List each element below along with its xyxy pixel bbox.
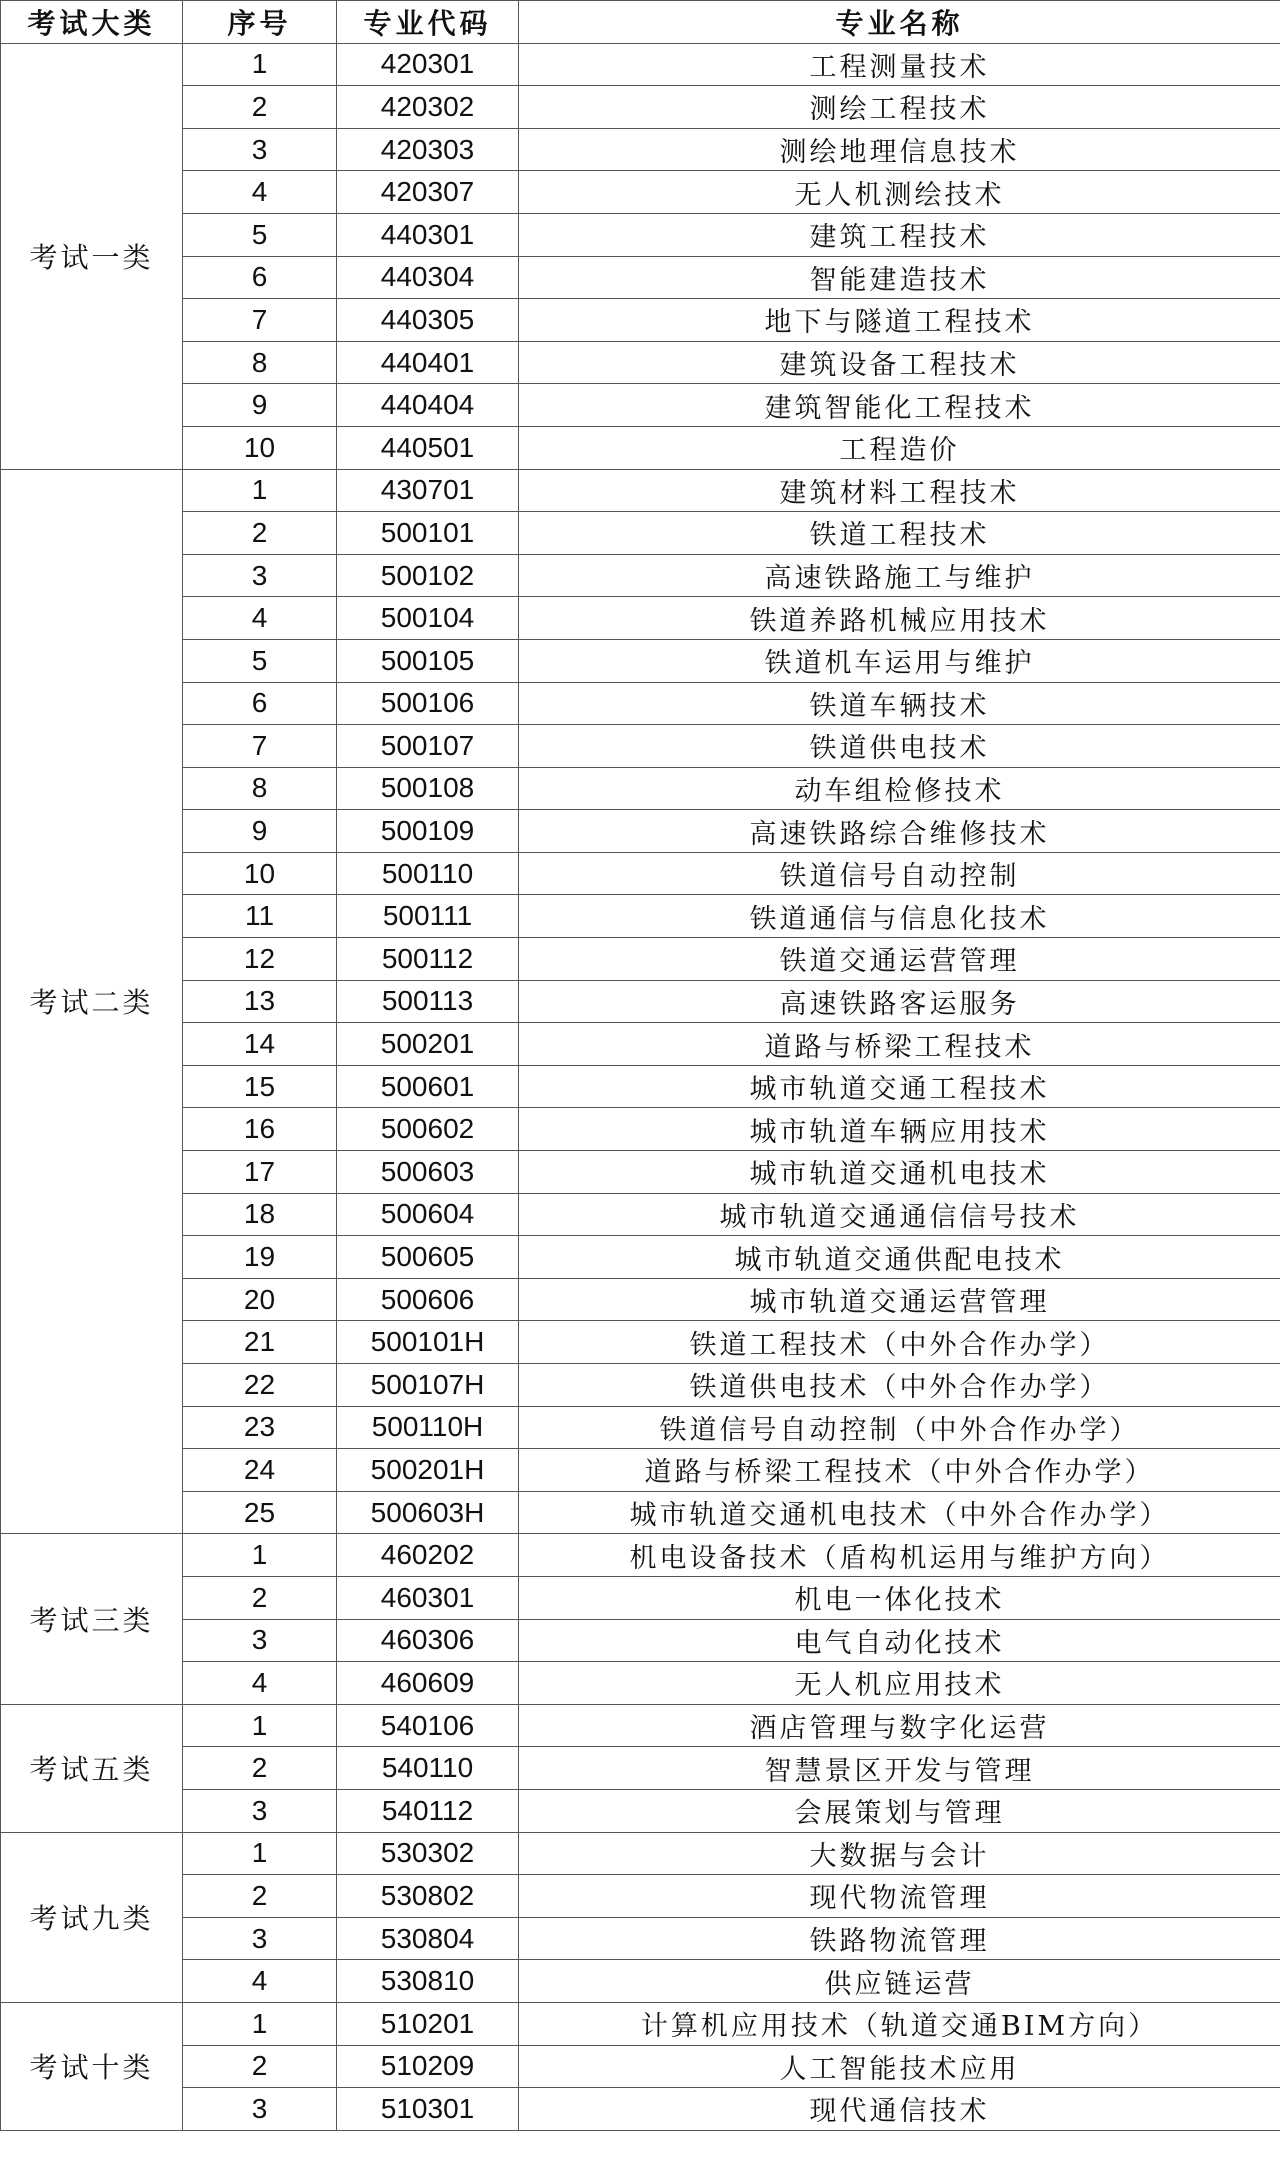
row-number-cell: 7 xyxy=(183,725,337,768)
table-row xyxy=(1,639,1280,682)
major-name-cell: 人工智能技术应用 xyxy=(519,2045,1280,2088)
row-number-cell: 12 xyxy=(183,938,337,981)
table-row xyxy=(1,256,1280,299)
major-code-cell: 500201H xyxy=(337,1449,519,1492)
major-name-cell: 城市轨道交通通信信号技术 xyxy=(519,1193,1280,1236)
table-row xyxy=(1,128,1280,171)
table-row xyxy=(1,938,1280,981)
row-number-cell: 3 xyxy=(183,1917,337,1960)
row-number-cell: 6 xyxy=(183,256,337,299)
major-code-cell: 500113 xyxy=(337,980,519,1023)
table-row xyxy=(1,1960,1280,2003)
major-code-cell: 510301 xyxy=(337,2088,519,2131)
row-number-cell: 3 xyxy=(183,1619,337,1662)
table-row xyxy=(1,1534,1280,1577)
major-name-cell: 铁道供电技术（中外合作办学） xyxy=(519,1364,1280,1407)
major-name-cell: 建筑工程技术 xyxy=(519,213,1280,256)
row-number-cell: 4 xyxy=(183,1960,337,2003)
table-row xyxy=(1,1491,1280,1534)
row-number-cell: 8 xyxy=(183,767,337,810)
major-code-cell: 440304 xyxy=(337,256,519,299)
row-number-cell: 2 xyxy=(183,1576,337,1619)
table-row xyxy=(1,1619,1280,1662)
major-code-cell: 500110H xyxy=(337,1406,519,1449)
major-code-cell: 500106 xyxy=(337,682,519,725)
header-category: 考试大类 xyxy=(1,1,183,44)
row-number-cell: 9 xyxy=(183,810,337,853)
major-code-cell: 460609 xyxy=(337,1662,519,1705)
table-row xyxy=(1,852,1280,895)
major-code-cell: 500104 xyxy=(337,597,519,640)
major-code-cell: 460306 xyxy=(337,1619,519,1662)
major-name-cell: 铁道信号自动控制 xyxy=(519,852,1280,895)
major-code-cell: 440301 xyxy=(337,213,519,256)
row-number-cell: 16 xyxy=(183,1108,337,1151)
table-row xyxy=(1,1406,1280,1449)
table-row xyxy=(1,1704,1280,1747)
exam-category-cell: 考试五类 xyxy=(1,1704,183,1832)
header-code: 专业代码 xyxy=(337,1,519,44)
major-code-cell: 530802 xyxy=(337,1875,519,1918)
major-name-cell: 城市轨道交通供配电技术 xyxy=(519,1236,1280,1279)
major-code-cell: 500606 xyxy=(337,1278,519,1321)
table-row xyxy=(1,1193,1280,1236)
major-code-cell: 500105 xyxy=(337,639,519,682)
major-code-cell: 500107H xyxy=(337,1364,519,1407)
table-row xyxy=(1,2088,1280,2131)
row-number-cell: 22 xyxy=(183,1364,337,1407)
major-code-cell: 500201 xyxy=(337,1023,519,1066)
table-row xyxy=(1,43,1280,86)
table-row xyxy=(1,725,1280,768)
row-number-cell: 1 xyxy=(183,2002,337,2045)
table-row xyxy=(1,2002,1280,2045)
major-code-cell: 510201 xyxy=(337,2002,519,2045)
major-name-cell: 高速铁路客运服务 xyxy=(519,980,1280,1023)
table-row xyxy=(1,1832,1280,1875)
row-number-cell: 5 xyxy=(183,639,337,682)
row-number-cell: 18 xyxy=(183,1193,337,1236)
major-name-cell: 城市轨道交通机电技术 xyxy=(519,1151,1280,1194)
row-number-cell: 4 xyxy=(183,1662,337,1705)
table-row xyxy=(1,1364,1280,1407)
major-name-cell: 智能建造技术 xyxy=(519,256,1280,299)
major-code-cell: 440305 xyxy=(337,299,519,342)
row-number-cell: 2 xyxy=(183,1747,337,1790)
table-row xyxy=(1,1108,1280,1151)
header-name: 专业名称 xyxy=(519,1,1280,44)
major-name-cell: 道路与桥梁工程技术（中外合作办学） xyxy=(519,1449,1280,1492)
table-row xyxy=(1,1065,1280,1108)
major-name-cell: 铁道工程技术 xyxy=(519,512,1280,555)
major-name-cell: 城市轨道交通工程技术 xyxy=(519,1065,1280,1108)
table-row xyxy=(1,1278,1280,1321)
exam-category-cell: 考试三类 xyxy=(1,1534,183,1704)
table-row xyxy=(1,895,1280,938)
table-row xyxy=(1,213,1280,256)
major-code-cell: 500602 xyxy=(337,1108,519,1151)
major-name-cell: 电气自动化技术 xyxy=(519,1619,1280,1662)
row-number-cell: 4 xyxy=(183,597,337,640)
table-body xyxy=(1,43,1280,2130)
major-code-cell: 500109 xyxy=(337,810,519,853)
major-name-cell: 铁道通信与信息化技术 xyxy=(519,895,1280,938)
row-number-cell: 10 xyxy=(183,852,337,895)
major-name-cell: 高速铁路综合维修技术 xyxy=(519,810,1280,853)
table-row xyxy=(1,299,1280,342)
major-code-cell: 530302 xyxy=(337,1832,519,1875)
row-number-cell: 8 xyxy=(183,341,337,384)
major-name-cell: 铁道工程技术（中外合作办学） xyxy=(519,1321,1280,1364)
major-name-cell: 大数据与会计 xyxy=(519,1832,1280,1875)
major-code-cell: 500102 xyxy=(337,554,519,597)
table-row xyxy=(1,810,1280,853)
major-name-cell: 酒店管理与数字化运营 xyxy=(519,1704,1280,1747)
major-name-cell: 测绘工程技术 xyxy=(519,86,1280,129)
row-number-cell: 1 xyxy=(183,1534,337,1577)
major-code-cell: 420302 xyxy=(337,86,519,129)
major-code-cell: 430701 xyxy=(337,469,519,512)
major-name-cell: 铁道机车运用与维护 xyxy=(519,639,1280,682)
table-row xyxy=(1,1023,1280,1066)
major-code-cell: 530804 xyxy=(337,1917,519,1960)
major-name-cell: 城市轨道交通运营管理 xyxy=(519,1278,1280,1321)
major-name-cell: 无人机测绘技术 xyxy=(519,171,1280,214)
major-name-cell: 铁路物流管理 xyxy=(519,1917,1280,1960)
row-number-cell: 20 xyxy=(183,1278,337,1321)
major-code-cell: 540112 xyxy=(337,1789,519,1832)
major-name-cell: 铁道车辆技术 xyxy=(519,682,1280,725)
major-name-cell: 工程测量技术 xyxy=(519,43,1280,86)
row-number-cell: 11 xyxy=(183,895,337,938)
major-code-cell: 500605 xyxy=(337,1236,519,1279)
major-code-cell: 500604 xyxy=(337,1193,519,1236)
major-name-cell: 地下与隧道工程技术 xyxy=(519,299,1280,342)
row-number-cell: 2 xyxy=(183,1875,337,1918)
table-row xyxy=(1,1662,1280,1705)
major-code-cell: 440401 xyxy=(337,341,519,384)
major-code-cell: 420307 xyxy=(337,171,519,214)
table-row xyxy=(1,341,1280,384)
major-name-cell: 无人机应用技术 xyxy=(519,1662,1280,1705)
row-number-cell: 3 xyxy=(183,128,337,171)
major-name-cell: 建筑设备工程技术 xyxy=(519,341,1280,384)
major-code-cell: 500111 xyxy=(337,895,519,938)
row-number-cell: 25 xyxy=(183,1491,337,1534)
row-number-cell: 2 xyxy=(183,512,337,555)
major-code-cell: 500603H xyxy=(337,1491,519,1534)
major-code-cell: 540110 xyxy=(337,1747,519,1790)
row-number-cell: 3 xyxy=(183,1789,337,1832)
table-row xyxy=(1,1236,1280,1279)
table-row xyxy=(1,1789,1280,1832)
table-row xyxy=(1,767,1280,810)
exam-category-cell: 考试九类 xyxy=(1,1832,183,2002)
major-code-cell: 500110 xyxy=(337,852,519,895)
exam-category-cell: 考试二类 xyxy=(1,469,183,1534)
row-number-cell: 4 xyxy=(183,171,337,214)
major-name-cell: 动车组检修技术 xyxy=(519,767,1280,810)
major-name-cell: 城市轨道交通机电技术（中外合作办学） xyxy=(519,1491,1280,1534)
major-name-cell: 高速铁路施工与维护 xyxy=(519,554,1280,597)
table-row xyxy=(1,980,1280,1023)
major-code-cell: 420301 xyxy=(337,43,519,86)
table-row xyxy=(1,384,1280,427)
table-row xyxy=(1,1747,1280,1790)
row-number-cell: 7 xyxy=(183,299,337,342)
table-row xyxy=(1,1449,1280,1492)
major-code-cell: 500101 xyxy=(337,512,519,555)
row-number-cell: 24 xyxy=(183,1449,337,1492)
major-code-cell: 460202 xyxy=(337,1534,519,1577)
major-name-cell: 会展策划与管理 xyxy=(519,1789,1280,1832)
major-name-cell: 建筑材料工程技术 xyxy=(519,469,1280,512)
exam-category-cell: 考试一类 xyxy=(1,43,183,469)
table-row xyxy=(1,512,1280,555)
row-number-cell: 5 xyxy=(183,213,337,256)
major-name-cell: 测绘地理信息技术 xyxy=(519,128,1280,171)
row-number-cell: 17 xyxy=(183,1151,337,1194)
table-row xyxy=(1,1917,1280,1960)
major-name-cell: 现代通信技术 xyxy=(519,2088,1280,2131)
row-number-cell: 3 xyxy=(183,554,337,597)
table-row xyxy=(1,469,1280,512)
row-number-cell: 1 xyxy=(183,1832,337,1875)
major-name-cell: 道路与桥梁工程技术 xyxy=(519,1023,1280,1066)
row-number-cell: 3 xyxy=(183,2088,337,2131)
row-number-cell: 19 xyxy=(183,1236,337,1279)
major-name-cell: 计算机应用技术（轨道交通BIM方向） xyxy=(519,2002,1280,2045)
major-code-cell: 500101H xyxy=(337,1321,519,1364)
major-code-cell: 540106 xyxy=(337,1704,519,1747)
table-row xyxy=(1,1151,1280,1194)
row-number-cell: 2 xyxy=(183,2045,337,2088)
table-row xyxy=(1,554,1280,597)
major-name-cell: 建筑智能化工程技术 xyxy=(519,384,1280,427)
major-name-cell: 铁道供电技术 xyxy=(519,725,1280,768)
table-row xyxy=(1,597,1280,640)
major-code-cell: 500108 xyxy=(337,767,519,810)
row-number-cell: 6 xyxy=(183,682,337,725)
major-code-cell: 500601 xyxy=(337,1065,519,1108)
major-code-cell: 460301 xyxy=(337,1576,519,1619)
row-number-cell: 15 xyxy=(183,1065,337,1108)
major-code-cell: 440404 xyxy=(337,384,519,427)
table-row xyxy=(1,86,1280,129)
major-name-cell: 铁道交通运营管理 xyxy=(519,938,1280,981)
major-name-cell: 城市轨道车辆应用技术 xyxy=(519,1108,1280,1151)
row-number-cell: 23 xyxy=(183,1406,337,1449)
exam-category-cell: 考试十类 xyxy=(1,2002,183,2130)
row-number-cell: 14 xyxy=(183,1023,337,1066)
major-code-cell: 500112 xyxy=(337,938,519,981)
major-name-cell: 智慧景区开发与管理 xyxy=(519,1747,1280,1790)
row-number-cell: 21 xyxy=(183,1321,337,1364)
major-name-cell: 供应链运营 xyxy=(519,1960,1280,2003)
major-code-cell: 500107 xyxy=(337,725,519,768)
major-code-cell: 500603 xyxy=(337,1151,519,1194)
major-code-cell: 440501 xyxy=(337,426,519,469)
header-row xyxy=(1,1,1280,44)
row-number-cell: 10 xyxy=(183,426,337,469)
major-name-cell: 铁道信号自动控制（中外合作办学） xyxy=(519,1406,1280,1449)
row-number-cell: 1 xyxy=(183,1704,337,1747)
row-number-cell: 13 xyxy=(183,980,337,1023)
major-code-cell: 530810 xyxy=(337,1960,519,2003)
table-row xyxy=(1,426,1280,469)
table-row xyxy=(1,2045,1280,2088)
major-name-cell: 机电设备技术（盾构机运用与维护方向） xyxy=(519,1534,1280,1577)
major-name-cell: 工程造价 xyxy=(519,426,1280,469)
header-number: 序号 xyxy=(183,1,337,44)
major-name-cell: 现代物流管理 xyxy=(519,1875,1280,1918)
row-number-cell: 9 xyxy=(183,384,337,427)
row-number-cell: 2 xyxy=(183,86,337,129)
major-code-cell: 510209 xyxy=(337,2045,519,2088)
major-name-cell: 铁道养路机械应用技术 xyxy=(519,597,1280,640)
table-row xyxy=(1,682,1280,725)
major-code-cell: 420303 xyxy=(337,128,519,171)
table-row xyxy=(1,171,1280,214)
table-row xyxy=(1,1576,1280,1619)
row-number-cell: 1 xyxy=(183,43,337,86)
row-number-cell: 1 xyxy=(183,469,337,512)
table-row xyxy=(1,1321,1280,1364)
major-name-cell: 机电一体化技术 xyxy=(519,1576,1280,1619)
table-row xyxy=(1,1875,1280,1918)
